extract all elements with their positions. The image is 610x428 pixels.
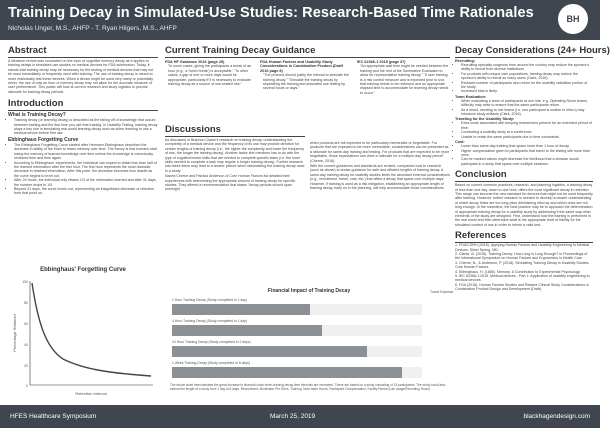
x-axis-label: Retention Interval [75, 391, 107, 396]
curve-bullet: • Beyond 31 days, the curve levels out, representing an insignificant decrease of retention from that point on. [14, 187, 158, 196]
introduction-heading: Introduction [8, 98, 158, 111]
abstract-text: A literature review was conducted on the topic of cognitive memory decay as it applies to training delays in simulated-use studies on medical devices for FDA submission. Today, it stands that training decay may be necessary for the testing of medical devices that may not be used immediately or frequently used after training. The use of training decay is meant to more realistically test these devices. When a device might be used very rarely or potentially never, the use of only an hour of memory decay may not allow for the accurate measure of user performance. This poster will look at current research and study logistics to provide rationale for training decay periods. [8, 59, 154, 94]
consideration-group-list [455, 144, 593, 166]
y-tick: 60 [24, 322, 28, 326]
conclusion-text: Based on current common practices, research, and planning logistics, a training decay of less than one day, down to one hour, offers the most significant decay in retention. This range can become the new standard for devices that might not be used frequently after training. However, further research is needed to develop a clearer understanding of which decay times are too long (also diminishing returns) and which ones are not long enough. In the meantime, the best practice may be to approach the determination of appropriate training decay for a usability study by addressing it the same way other elements of the study are designed. First, understand how the training is performed in the real world and then determine what is the appropriate level of fidelity for the simulated context of use in order to inform a valid test. [455, 183, 593, 227]
guidance-item-text: "An appropriate wait time might be needed between the training and the rest of the Summative Evaluation to allow for representative training decay." "If user training is a risk control measure and is expected prior to use, that training needs to be reviewed and an appropriate elapsed time to accommodate for learning decay needs to occur." [360, 64, 449, 95]
reference-item: 3. Cherne, N., & Anderson, P. (2018). Simulating Training Decay in Usability Studies. Core Human Factors. [455, 260, 590, 270]
guidance-item [165, 60, 255, 120]
consideration-group-title: Traveling for the Usability Study: [455, 117, 515, 122]
guidance-item [357, 60, 449, 120]
discussions-paragraph: when products are not expected to be particularly memorable or forgettable. For products that are expected to be more memorable, considerations can be presented as a rationale for same-day training and testing. For products that are expected to be more forgettable, those expectations can drive a rationale for a multiple-day decay period" (Cherne, 2018). [310, 141, 450, 163]
consideration-group-list [455, 99, 593, 117]
reference-item: 4. Ebbinghaus, H. (1885). Memory: A Contribution to Experimental Psychology. [455, 269, 581, 274]
guidance-item-text: "The protocol should justify the interval to simulate the training decay." "Simulate the training decay by separating the training and simulated use testing by several hours or days." [263, 73, 349, 91]
consideration-item: • When evaluating a team of participants at one site, e.g. Operating Room teams, difficulty may arise to ensure that the same participants return. [461, 99, 593, 108]
guidance-item-text: "In some cases, giving the participants a break of an hour (e.g., a 'lunch break') is acceptable." "In other cases, a gap of one or more days would be appropriate, particularly if it is necessary to evaluate training decay as a source of use-related risk." [168, 64, 252, 87]
footer-event: HFES Healthcare Symposium [10, 413, 97, 420]
guidance-item-title: FDA HF Guidance 2016 (page 29) [165, 60, 225, 64]
consideration-group-list [455, 121, 593, 139]
financial-bar [172, 304, 310, 315]
conclusion-heading: Conclusion [455, 169, 593, 182]
financial-row-label: 1 Week Training Decay (Study completed in 8 days) [172, 361, 250, 365]
consideration-item: • Extra costs associated with keeping researchers present for an extended period of time. [461, 121, 593, 130]
financial-bar-track [172, 367, 422, 378]
consideration-item: • Reduced number of participants who return for the usability validation portion of the study. [461, 81, 593, 90]
guidance-item-title: IEC 62366-1 2015 (page 37) [357, 60, 406, 64]
financial-row-label: 1 Hour Training Decay (Study completed in 1 day) [172, 298, 248, 302]
curve-bullet: • The Ebbinghaus Forgetting Curve started after Hermann Ebbinghaus described the decrease in ability of the brain to retain memory over time. The theory is that humans start losing the memory of learned knowledge over time unless the knowledge is consciously reviewed time and time again. [14, 143, 158, 161]
poster-authors: Nicholas Unger, M.S., AHFP - T. Ryan Hilgers, M.S., AHFP [8, 25, 177, 32]
financial-row-label: 24 Hour Training Decay (Study completed in 2 days) [172, 340, 251, 344]
financial-row [172, 340, 422, 360]
discussions-heading: Discussions [165, 124, 305, 137]
references-heading: References [455, 230, 593, 243]
curve-title: Ebbinghaus' Forgetting Curve [40, 267, 126, 273]
forgetting-curve-chart [8, 263, 158, 401]
consideration-item: • As a result, needing to mix teams (i.e. one participant is unable to return) may introduce study artifacts (Clark, 2016). [461, 108, 593, 117]
consideration-item: • Lower than same-day training that spans more than 1 hour of decay. [461, 144, 593, 148]
y-axis-label: Percentage Retained [12, 314, 17, 352]
consideration-item: • Conducting a usability study at a conference. [461, 130, 593, 134]
logo-text: BH [566, 14, 580, 24]
y-tick: 100 [22, 280, 28, 284]
blackhagen-logo [558, 4, 588, 34]
financial-row [172, 298, 422, 318]
discussions-paragraph: Naomi Cherne and Patricia Anderson of Core Human Factors list detailed their experiences with determining the appropriate amount of training decay for specific studies. They offered a recommendation that states "decay periods should span overnight [165, 174, 296, 192]
curve-subheading: Ebbinghaus Forgetting Curve [8, 136, 79, 143]
guidance-heading: Current Training Decay Guidance [165, 45, 450, 58]
financial-row-label: 4 Hour Training Decay (Study completed in 1 day) [172, 319, 248, 323]
financial-footnote: The above chart demonstrates the great increase in financial costs when training decay time intervals are increased. These are based on a study consisting of 15 participants. The study could also extend the length of a study from 1 day to 8 days. Recruitment, Moderator Per Diem, Training, Note-taker Hours, Participant Compensation, Facility Rental (Lab usage/Recording Room) [170, 383, 446, 391]
intro-question: What is Training Decay? [8, 112, 66, 119]
discussions-right [310, 140, 450, 285]
consideration-item: • Higher compensation given to participants that travel to the testing site more than once. [461, 149, 593, 158]
consideration-item: • Can be marked values might decrease the likelihood that a clinician would participate in a study that spans over multiple sessions. [461, 157, 593, 166]
consideration-group-title: Team Evaluation: [455, 94, 487, 99]
financial-side-panel [430, 290, 454, 294]
financial-row [172, 319, 422, 339]
financial-bar [172, 325, 322, 336]
reference-item: 1. FDA/CDRH (2016). Applying Human Factors and Usability Engineering to Medical Devices. Silver Spring, MD. [455, 243, 590, 252]
considerations-list [455, 59, 593, 166]
y-tick: 0 [26, 384, 28, 388]
poster-footer [0, 405, 600, 428]
discussions-paragraph: With the current guidances and standards are revised, companies look to research (such as above) to create guidance for safe and efficient lengths of training decay. A same-day training decay for usability studies limits the abundant external considerations (e.g., recruitment, travel, cost, etc.) that affect a decay that spans over multiple days. However, if training is used as a risk mitigation, establishing an appropriate length of training decay, early on in the planning, will help accommodate those considerations. [310, 164, 450, 191]
financial-bar-track [172, 346, 422, 357]
discussions-paragraph: As discussed in Brannon Clarke's research on training decay, understanding the complexity of a medical device and the frequency of its use may provide direction for certain lengths of training decay (i.e., the higher the complexity and lower the frequency of use, the longer the training decay). Another factor she mentions has to do with the type of cognitive/motor skills that are needed to complete specific tasks (i.e. the more skills needed to complete a task may require a longer training decay). Further research into these items may lead to a clearer picture when rationalizing the training decay used in a study. [165, 138, 305, 173]
consideration-group-title: Cost: [455, 140, 465, 145]
guidance-item [260, 60, 352, 120]
curve-bullet: • According to Ebbinghaus' experiments, the individual can expect to retain less than half of the learned information after the first hour. The first hour represents the most dramatic decrease in retained information. After this point, the decrease becomes less drastic as the curve begins to level out. [14, 161, 158, 179]
financial-bar-track [172, 325, 422, 336]
reference-item: 6. FDA (2016). Human Factors Studies and Related Clinical Study Considerations in Combination Product Design and Development (Draft). [455, 282, 589, 292]
financial-bar-track [172, 304, 422, 315]
retention-curve [32, 283, 151, 376]
references-list [455, 243, 593, 291]
discussions-left [165, 124, 305, 284]
poster-title: Training Decay in Simulated-Use Studies: Research-Based Time Rationales [8, 5, 534, 21]
curve-bullet: • After 24 hours, the individual only retains 1/3 of the information learned and after 31 days, the number drops to 1/5. [14, 178, 158, 187]
consideration-item: • Recruiting specialty surgeons from around the country may reduce the sponsor's ability to recruit from diverse institutions. [461, 63, 593, 72]
considerations-heading: Decay Considerations (24+ Hours) [455, 45, 610, 56]
reference-item: 2. Clarke, B. (2016). Training Decay: How Long is Long Enough? In Proceedings of the International Symposium on Human Factors and Ergonomics in Health Care. [455, 252, 588, 261]
side-title: Travel Expense [430, 290, 454, 294]
footer-website[interactable]: blackhagendesign.com [523, 413, 590, 420]
right-column [455, 45, 610, 401]
reference-item: 5. IEC 62366-1:2015. Medical devices - Part 1: Application of usability engineering to medical devices. [455, 274, 590, 283]
abstract-heading: Abstract [8, 45, 158, 58]
consideration-item: • Increased bias is likely. [461, 89, 593, 93]
financial-bar [172, 346, 367, 357]
footer-date: March 25, 2019 [270, 413, 316, 420]
y-tick: 20 [24, 364, 28, 368]
consideration-item: • Unable to retain the same participants due to time constraints. [461, 135, 593, 139]
intro-definition: • Training decay (or learning decay) is described as the falling off of knowledge that occurs between training and the first time you use that training. In Usability Testing, training decay plays a key role in simulating real-world learning decay such as when learning to use a medical device before first use. [14, 118, 158, 136]
financial-row [172, 361, 422, 381]
y-tick: 40 [24, 343, 28, 347]
financial-bar [172, 367, 402, 378]
consideration-group-title: Recruiting: [455, 59, 476, 63]
y-tick: 80 [24, 301, 28, 305]
consideration-group-list [455, 63, 593, 94]
consideration-item: • For products with unique user populations, training decay may reduce the sponsor's ability to recruit as many users (Clark, 2016). [461, 72, 593, 81]
financial-chart-title: Financial Impact of Training Decay [267, 288, 351, 294]
guidance-item-title: FDA Human Factors and Usability Study Considerations in Combination Product (Draft 2016 page 8) [260, 60, 343, 73]
poster-header [0, 0, 600, 40]
